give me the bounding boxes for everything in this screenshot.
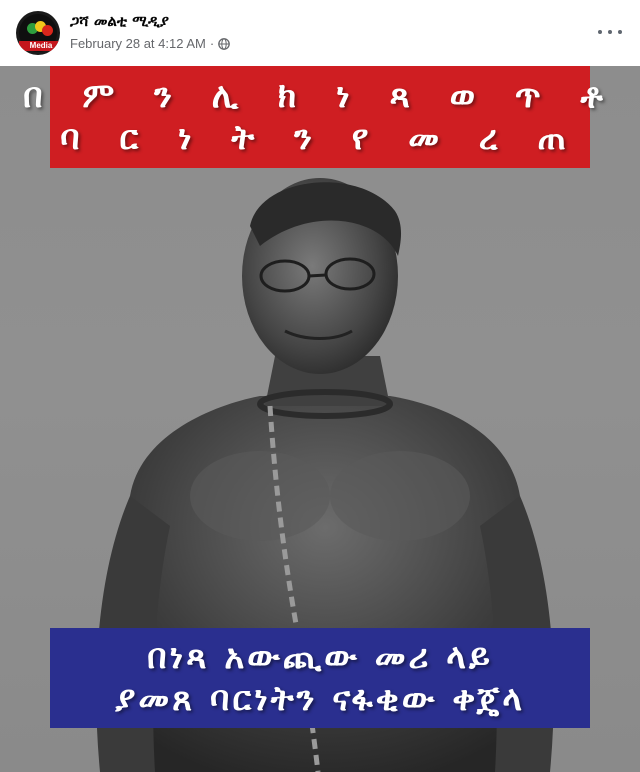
top-banner-line-2: ባ ር ነ ት ን የ መ ረ ጠ xyxy=(60,118,580,158)
page-avatar[interactable] xyxy=(16,11,60,55)
post-timestamp[interactable]: February 28 at 4:12 AM xyxy=(70,36,206,51)
more-options-icon[interactable] xyxy=(598,22,622,42)
avatar-label: Media xyxy=(19,41,60,51)
page-name-link[interactable]: ጋሻ መልቲ ሚዲያ xyxy=(70,12,169,30)
globe-icon[interactable] xyxy=(218,38,230,50)
avatar-logo xyxy=(19,14,57,52)
post-meta xyxy=(70,36,230,52)
top-banner xyxy=(23,66,617,168)
post-header xyxy=(0,0,640,66)
bottom-banner xyxy=(50,628,590,728)
post-image[interactable] xyxy=(0,66,640,772)
meta-separator: · xyxy=(209,36,215,51)
bottom-banner-line-1: በነጻ አውጪው መሪ ላይ xyxy=(147,637,493,677)
bottom-banner-line-2: ያመጸ ባርነትን ናፋቂው ቀጄላ xyxy=(114,679,526,719)
top-banner-line-1: በ ም ን ሊ ክ ነ ጻ ወ ጥ ቶ xyxy=(23,76,617,116)
